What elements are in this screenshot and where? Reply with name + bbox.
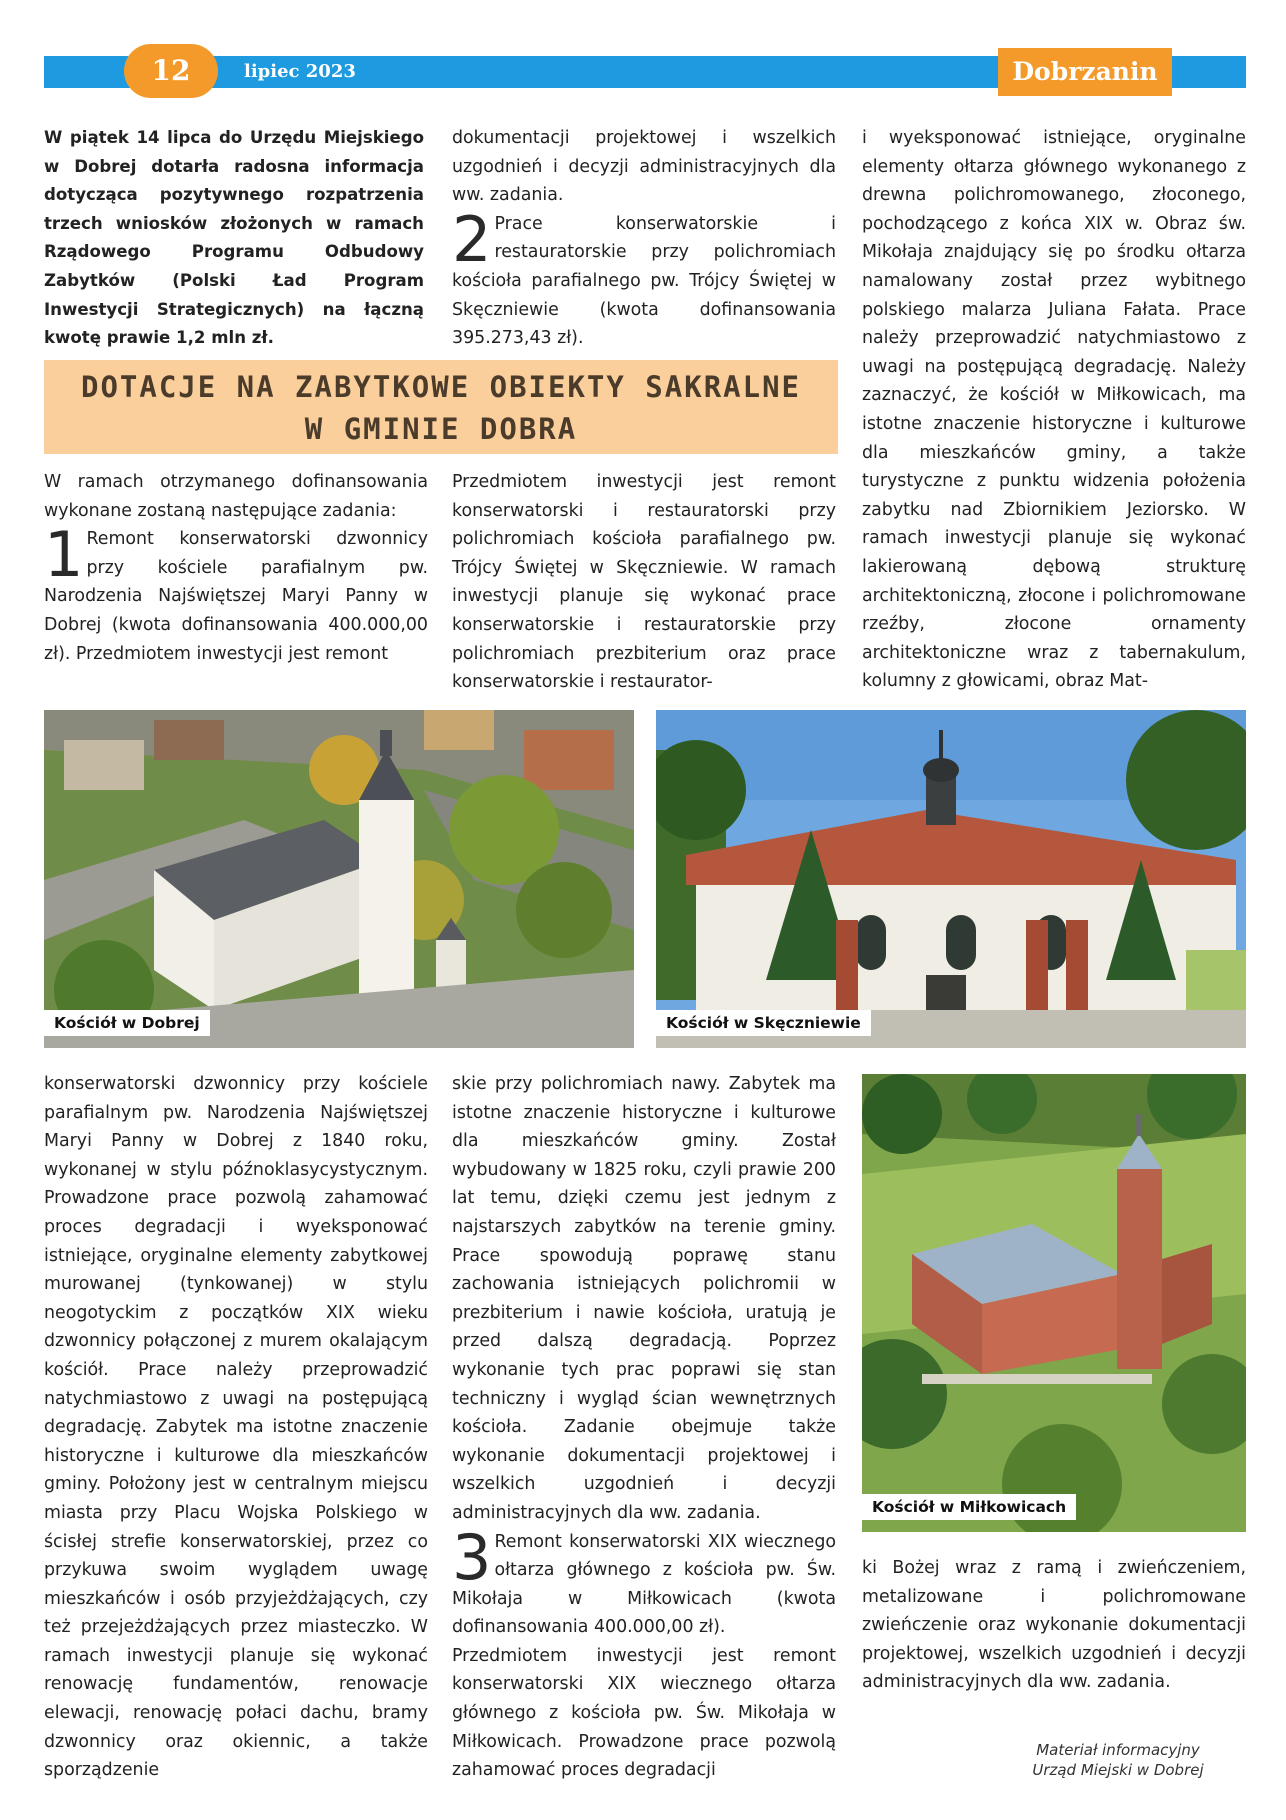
- photo-church-skeczniew: [656, 710, 1246, 1048]
- task-1-number: 1: [44, 518, 84, 592]
- photo-church-milkowice: [862, 1074, 1246, 1532]
- col2-bottom-continued: skie przy polichromiach nawy. Zabytek ma istotne znaczenie historyczne i kulturowe dla mieszkańców gminy. Został wybudowany w 1825 roku, czyli prawie 200 lat temu, dzięki czemu jest jednym z najstarszych zabytków na terenie gminy. Prace spowodują poprawę stanu zachowania istniejących polichromii w prezbiterium i nawie kościoła, uratują je przed dalszą degradacją. Poprzez wykonanie tych prac poprawi się stan techniczny i wygląd ścian wewnętrznych kościoła. Zadanie obejmuje także wykonanie dokumentacji projektowej i wszelkich uzgodnień i decyzji administracyjnych dla ww. zadania.: [452, 1074, 836, 1523]
- column-2-bottom: [452, 1070, 836, 1785]
- col2-top-continued: dokumentacji projektowej i wszelkich uzgodnień i decyzji administracyjnych dla ww. zadania.: [452, 128, 836, 206]
- col3-bottom-text: ki Bożej wraz z ramą i zwieńczeniem, metalizowane i polichromowane zwieńczenie oraz wykonanie dokumentacji projektowej, wszelkich uzgodnień i decyzji administracyjnych dla ww. zadania.: [862, 1558, 1246, 1693]
- column-2-top: [452, 124, 836, 353]
- column-1-mid: [44, 468, 428, 668]
- page-number: 12: [124, 44, 218, 98]
- task-2-number: 2: [452, 202, 492, 276]
- tasks-intro: W ramach otrzymanego dofinansowania wykonane zostaną następujące zadania:: [44, 472, 428, 521]
- col2-mid-text: Przedmiotem inwestycji jest remont konserwatorski i restauratorski przy polichromiach kościoła parafialnego pw. Trójcy Świętej w Skęczniewie. W ramach inwestycji planuje się wykonać prace konserwatorskie i restauratorskie przy polichromiach prezbiterium oraz prace konserwatorskie i restaurator-: [452, 472, 836, 693]
- task-3-text: Remont konserwatorski XIX wiecznego ołtarza głównego z kościoła pw. Św. Mikołaja w Miłkowicach (kwota dofinansowania 400.000,00 zł).: [452, 1531, 836, 1638]
- caption-milkowice: Kościół w Miłkowicach: [862, 1494, 1076, 1520]
- church-dobra-illustration: [44, 710, 634, 1048]
- footer-note: [1000, 1740, 1236, 1780]
- caption-dobra: Kościół w Dobrej: [44, 1010, 210, 1036]
- col1-bottom-text: konserwatorski dzwonnicy przy kościele parafialnym pw. Narodzenia Najświętszej Maryi Panny w Dobrej z 1840 roku, wykonanej w stylu późnoklasycystycznym. Prowadzone prace pozwolą zahamować proces degradacji i wyeksponować istniejące, oryginalne elementy zabytkowej murowanej (tynkowanej) w stylu neogotyckim z początków XIX wieku dzwonnicy połączonej z murem okalającym kościół. Prace należy przeprowadzić natychmiastowo z uwagi na postępującą degradację. Zabytek ma istotne znaczenie historyczne i kulturowe dla mieszkańców gminy. Położony jest w centralnym miejscu miasta przy Placu Wojska Polskiego w ścisłej strefie konserwatorskiej, przez co przykuwa swoim wyglądem uwagę mieszkańców i osób przyjeżdżających, czy też przejeżdżających przez miasteczko. W ramach inwestycji planuje się wykonać renowację fundamentów, renowacje elewacji, renowację połaci dachu, bramy dzwonnicy oraz okiennic, a także sporządzenie: [44, 1074, 428, 1781]
- column-2-mid: [452, 468, 836, 697]
- intro-paragraph: [44, 124, 424, 353]
- task-3-number: 3: [452, 1520, 492, 1594]
- masthead: Dobrzanin: [998, 48, 1172, 96]
- church-skeczniew-illustration: [656, 710, 1246, 1048]
- issue-date: lipiec 2023: [244, 61, 356, 82]
- task-1-text: Remont konserwatorski dzwonnicy przy kościele parafialnym pw. Narodzenia Najświętszej Maryi Panny w Dobrej (kwota dofinansowania 400.000,00 zł). Przedmiotem inwestycji jest remont: [44, 529, 428, 664]
- article-title-banner: [44, 360, 838, 454]
- col3-top-text: i wyeksponować istniejące, oryginalne elementy ołtarza głównego wykonanego z drewna polichromowanego, złoconego, pochodzącego z końca XIX w. Obraz św. Mikołaja znajdujący się po środku ołtarza namalowany został przez wybitnego polskiego malarza Juliana Fałata. Prace należy przeprowadzić natychmiastowo z uwagi na postępującą degradację. Należy zaznaczyć, że kościół w Miłkowicach, ma istotne znaczenie historyczne i kulturowe dla mieszkańców gminy, a także turystyczne z punktu widzenia położenia zabytku nad Zbiornikiem Jeziorsko. W ramach inwestycji planuje się wykonać lakierowaną dębową strukturę architektoniczną, złocone i polichromowane rzeźby, złocone ornamenty architektoniczne wraz z tabernakulum, kolumny z głowicami, obraz Mat-: [862, 128, 1246, 692]
- column-3-top: [862, 124, 1246, 696]
- col2-bottom-after-task-3: Przedmiotem inwestycji jest remont konserwatorski XIX wiecznego ołtarza głównego z kościoła pw. Św. Mikołaja w Miłkowicach. Prowadzone prace pozwolą zahamować proces degradacji: [452, 1645, 836, 1781]
- task-3: [452, 1520, 836, 1642]
- caption-skeczniew: Kościół w Skęczniewie: [656, 1010, 871, 1036]
- article-title-line-1: DOTACJE NA ZABYTKOWE OBIEKTY SAKRALNE: [80, 370, 801, 404]
- footer-line-2: Urząd Miejski w Dobrej: [1032, 1761, 1204, 1779]
- footer-line-1: Materiał informacyjny: [1036, 1741, 1200, 1759]
- intro-text: W piątek 14 lipca do Urzędu Miejskiego w Dobrej dotarła radosna informacja dotycząca pozytywnego rozpatrzenia trzech wniosków złożonych w ramach Rządowego Programu Odbudowy Zabytków (Polski Ład Program Inwestycji Strategicznych) na łączną kwotę prawie 1,2 mln zł.: [44, 128, 424, 348]
- task-2: [452, 202, 836, 353]
- church-milkowice-illustration: [862, 1074, 1246, 1532]
- task-1: [44, 518, 428, 668]
- column-3-bottom: [862, 1554, 1246, 1697]
- column-1-bottom: [44, 1070, 428, 1785]
- photo-church-dobra: [44, 710, 634, 1048]
- task-2-text: Prace konserwatorskie i restauratorskie przy polichromiach kościoła parafialnego pw. Trójcy Świętej w Skęczniewie (kwota dofinansowania 395.273,43 zł).: [452, 213, 836, 349]
- article-title-line-2: W GMINIE DOBRA: [304, 412, 578, 446]
